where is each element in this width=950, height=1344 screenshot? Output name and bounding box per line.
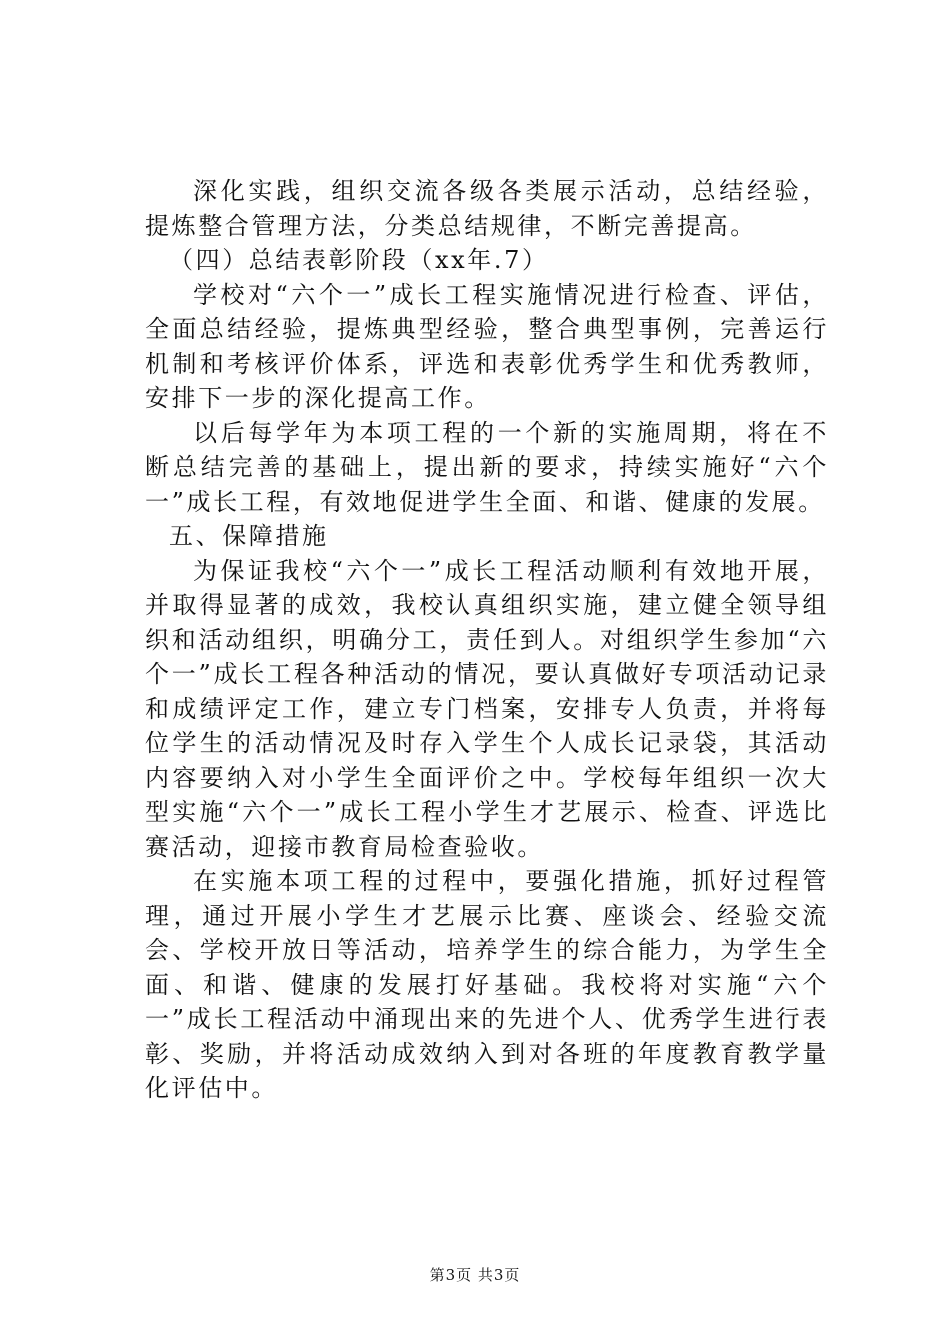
document-body [145, 174, 829, 1106]
section-heading-measures: 五、保障措施 [169, 522, 329, 550]
section-heading-stage-four: （四）总结表彰阶段（xx年.7） [169, 246, 549, 274]
paragraph-school-evaluation: 学校对“六个一”成长工程实施情况进行检查、评估，全面总结经验，提炼典型经验，整合典型事例，完善运行机制和考核评价体系，评选和表彰优秀学生和优秀教师，安排下一步的深化提高工作。 [145, 280, 829, 412]
paragraph-guarantee: 为保证我校“六个一”成长工程活动顺利有效地开展，并取得显著的成效，我校认真组织实施，建立健全领导组织和活动组织，明确分工，责任到人。对组织学生参加“六个一”成长工程各种活动的情况，要认真做好专项活动记录和成绩评定工作，建立专门档案，安排专人负责，并将每位学生的活动情况及时存入学生个人成长记录袋，其活动内容要纳入对小学生全面评价之中。学校每年组织一次大型实施“六个一”成长工程小学生才艺展示、检查、评选比赛活动，迎接市教育局检查验收。 [145, 556, 829, 861]
page-number-footer: 第3页 共3页 [429, 1266, 521, 1284]
paragraph-practice: 深化实践，组织交流各级各类展示活动，总结经验，提炼整合管理方法，分类总结规律，不断完善提高。 [145, 177, 829, 240]
paragraph-future-cycle: 以后每学年为本项工程的一个新的实施周期，将在不断总结完善的基础上，提出新的要求，持续实施好“六个一”成长工程，有效地促进学生全面、和谐、健康的发展。 [145, 418, 829, 516]
paragraph-process-management: 在实施本项工程的过程中，要强化措施，抓好过程管理，通过开展小学生才艺展示比赛、座谈会、经验交流会、学校开放日等活动，培养学生的综合能力，为学生全面、和谐、健康的发展打好基础。我校将对实施“六个一”成长工程活动中涌现出来的先进个人、优秀学生进行表彰、奖励，并将活动成效纳入到对各班的年度教育教学量化评估中。 [145, 867, 829, 1102]
